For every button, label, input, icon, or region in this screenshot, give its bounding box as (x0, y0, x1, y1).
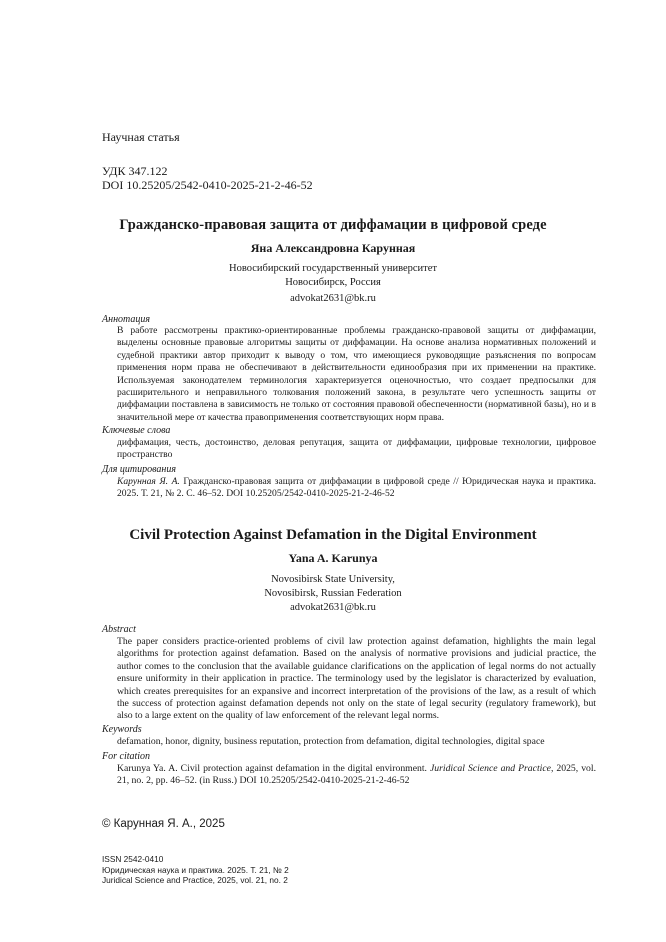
citation-ru (117, 476, 596, 501)
abstract-ru: В работе рассмотрены практико-ориентированные проблемы гражданско-правовой защиты от диффамации, выделены основные правовые алгоритмы защиты от диффамации. На основе анализа нормативных положений и судебной практики автор приходит к выводу о том, что имеющиеся руководящие разъяснения по вопросам применения норм права не обеспечивают в действительности единообразия при их применении на практике. Используемая законодателем терминология характеризуется оценочностью, что создает предпосылки для расширительного и неправильного толкования положений закона, в результате чего успешность защиты от диффамации поставлена в зависимость не только от состояния правовой обеспеченности (нормативной базы), но и в значительной мере от качества правоприменения соответствующих норм права. (117, 325, 596, 423)
journal-ru: Юридическая наука и практика. 2025. Т. 21, № 2 (102, 864, 289, 875)
email-en[interactable]: advokat2631@bk.ru (290, 602, 376, 613)
citation-en (117, 763, 596, 788)
journal-footer (102, 854, 289, 886)
abstract-en: The paper considers practice-oriented problems of civil law protection against defamation, highlights the main legal algorithms for protection against defamation. Based on the analysis of normative provisions and judicial practice, the author comes to the conclusion that the available guidance clarifications on the application of legal norms do not actually ensure uniformity in their application in practice. The terminology used by the legislator is characterized by evaluation, which creates prerequisites for an expansive and incorrect interpretation of the provisions of the law, as a result of which the success of protection against defamation depends not only on the state of legal security (regulatory framework), but also to a large extent on the quality of law enforcement of the relevant legal norms. (117, 636, 596, 722)
citation-author-ru: Карунная Я. А. (117, 476, 180, 487)
author-en: Yana A. Karunya (288, 551, 378, 565)
author-ru: Яна Александровна Карунная (250, 241, 416, 255)
affiliation-en-line2: Novosibirsk, Russian Federation (264, 588, 402, 599)
udc-code: УДК 347.122 (102, 164, 168, 178)
citation-pre-en: Karunya Ya. A. Civil protection against defamation in the digital environment. (117, 763, 430, 774)
keywords-label-en: Keywords (102, 724, 142, 735)
citation-text-ru: Гражданско-правовая защита от диффамации в цифровой среде // Юридическая наука и практика. 2025. Т. 21, № 2. С. 46–52. DOI 10.25205/2542-0410-2025-21-2-46-52 (117, 476, 596, 500)
keywords-label-ru: Ключевые слова (102, 425, 171, 436)
affiliation-ru-line1: Новосибирский государственный университет (228, 263, 438, 274)
abstract-label-en: Abstract (102, 624, 136, 635)
keywords-ru: диффамация, честь, достоинство, деловая репутация, защита от диффамации, цифровые технологии, цифровое пространство (117, 437, 596, 461)
abstract-label-ru: Аннотация (102, 314, 151, 325)
article-type: Научная статья (102, 130, 180, 144)
identifiers (102, 164, 313, 192)
doi: DOI 10.25205/2542-0410-2025-21-2-46-52 (102, 178, 313, 192)
affiliation-en-line1: Novosibirsk State University, (271, 574, 395, 585)
journal-en: Juridical Science and Practice, 2025, vol. 21, no. 2 (102, 875, 288, 885)
citation-label-en: For citation (102, 751, 151, 762)
email-ru[interactable]: advokat2631@bk.ru (290, 293, 376, 304)
citation-journal-en: Juridical Science and Practice (429, 763, 551, 774)
affiliation-ru (40, 262, 626, 290)
affiliation-en (40, 573, 626, 601)
affiliation-ru-line2: Новосибирск, Россия (285, 277, 381, 288)
issn: ISSN 2542-0410 (102, 854, 164, 864)
keywords-en: defamation, honor, dignity, business reputation, protection from defamation, digital technologies, digital space (117, 736, 545, 747)
citation-post-en: , 2025, vol. 21, no. 2, pp. 46–52. (in Russ.) DOI 10.25205/2542-0410-2025-21-2-46-52 (117, 763, 596, 787)
citation-label-ru: Для цитирования (102, 464, 176, 475)
copyright: © Карунная Я. А., 2025 (102, 818, 225, 830)
title-en: Civil Protection Against Defamation in the Digital Environment (129, 527, 537, 543)
title-ru: Гражданско-правовая защита от диффамации в цифровой среде (119, 217, 547, 233)
